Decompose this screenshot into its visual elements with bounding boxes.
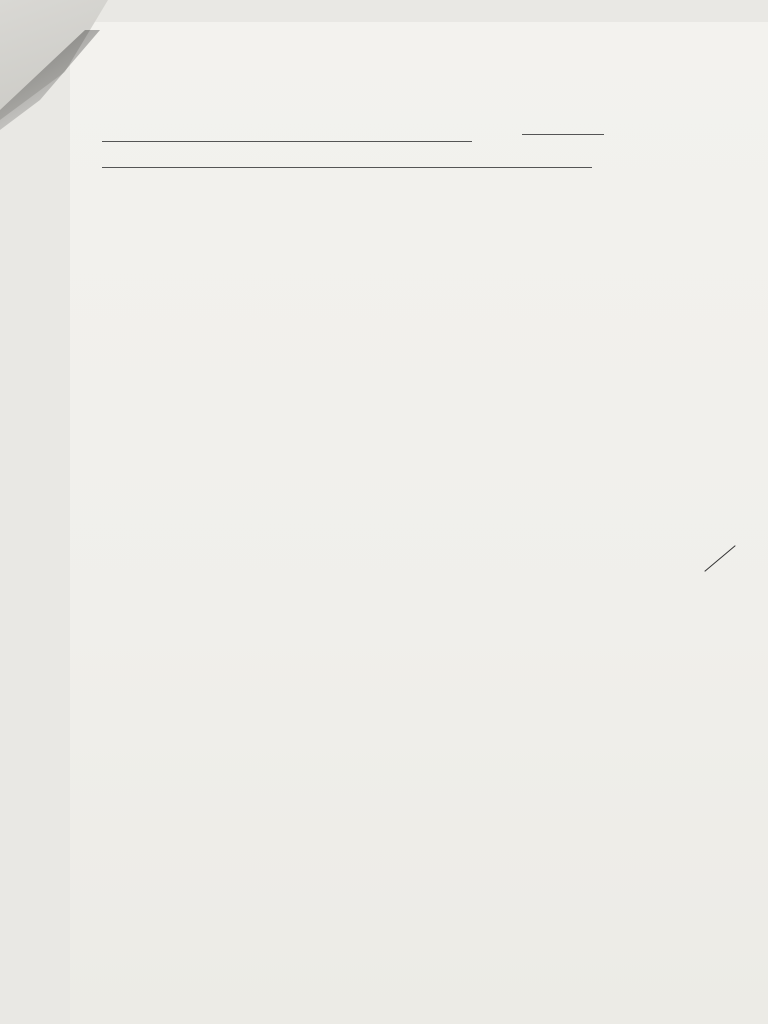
left-page-strip bbox=[0, 160, 16, 520]
school-row bbox=[96, 153, 592, 168]
mmc-logo bbox=[292, 30, 422, 31]
name-row bbox=[96, 127, 472, 142]
score-row bbox=[518, 120, 604, 135]
worksheet-paper bbox=[70, 22, 768, 1024]
name-blank[interactable] bbox=[102, 141, 472, 142]
score-blank[interactable] bbox=[522, 134, 604, 135]
school-blank[interactable] bbox=[102, 167, 592, 168]
